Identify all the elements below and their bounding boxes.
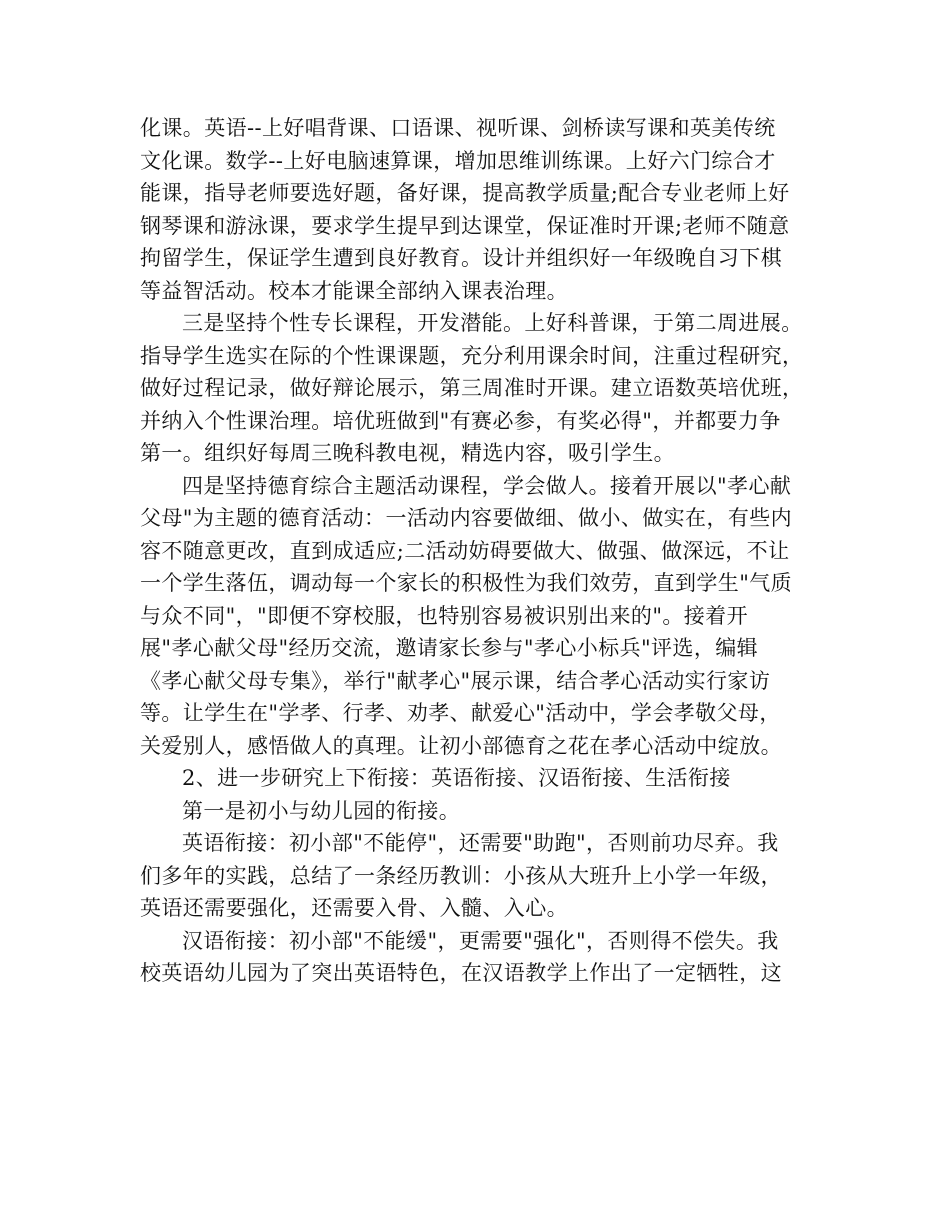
paragraph-first-line: 英语衔接：初小部"不能停"，还需要"助跑"，否则前功尽弃。我	[182, 831, 779, 855]
text-line: 与众不同"，"即便不穿校服，也特别容易被识别出来的"。接着开	[140, 603, 748, 628]
paragraph-first-line: 2、进一步研究上下衔接：英语衔接、汉语衔接、生活衔接	[182, 766, 731, 790]
text-line: 校英语幼儿园为了突出英语特色，在汉语教学上作出了一定牺牲，这	[140, 961, 782, 985]
text-line: 关爱别人，感悟做人的真理。让初小部德育之花在孝心活动中绽放。	[140, 733, 782, 758]
text-line: 能课，指导老师要选好题，备好课，提高教学质量;配合专业老师上好	[140, 181, 790, 205]
text-line: 钢琴课和游泳课，要求学生提早到达课堂，保证准时开课;老师不随意	[140, 213, 790, 238]
text-line: 拘留学生，保证学生遭到良好教育。设计并组织好一年级晚自习下棋	[140, 246, 782, 270]
text-line: 展"孝心献父母"经历交流，邀请家长参与"孝心小标兵"评选，编辑	[140, 636, 759, 660]
paragraph-first-line: 四是坚持德育综合主题活动课程，学会做人。接着开展以"孝心献	[182, 473, 792, 498]
text-line: 容不随意更改，直到成适应;二活动妨碍要做大、做强、做深远，不让	[140, 538, 790, 563]
text-line: 指导学生选实在际的个性课课题，充分利用课余时间，注重过程研究，	[140, 343, 804, 368]
text-line: 《孝心献父母专集》，举行"献孝心"展示课，结合孝心活动实行家访	[140, 668, 771, 693]
text-line: 等益智活动。校本才能课全部纳入课表治理。	[140, 278, 568, 303]
text-line: 父母"为主题的德育活动：一活动内容要做细、做小、做实在，有些内	[140, 506, 793, 530]
paragraph-first-line: 三是坚持个性专长课程，开发潜能。上好科普课，于第二周进展。	[182, 311, 803, 335]
text-line: 们多年的实践，总结了一条经历教训：小孩从大班升上小学一年级，	[140, 863, 782, 888]
text-line: 文化课。数学--上好电脑速算课，增加思维训练课。上好六门综合才	[140, 148, 776, 173]
text-line: 并纳入个性课治理。培优班做到"有赛必参，有奖必得"，并都要力争	[140, 408, 781, 433]
text-line: 化课。英语--上好唱背课、口语课、视听课、剑桥读写课和英美传统	[140, 116, 776, 140]
text-line: 一个学生落伍，调动每一个家长的积极性为我们效劳，直到学生"气质	[140, 571, 793, 595]
paragraph-first-line: 第一是初小与幼儿园的衔接。	[182, 798, 461, 823]
text-line: 英语还需要强化，还需要入骨、入髓、入心。	[140, 896, 568, 920]
paragraph-first-line: 汉语衔接：初小部"不能缓"，更需要"强化"，否则得不偿失。我	[182, 928, 779, 953]
text-line: 等。让学生在"学孝、行孝、劝孝、献爱心"活动中，学会孝敬父母，	[140, 701, 781, 725]
text-line: 做好过程记录，做好辩论展示，第三周准时开课。建立语数英培优班，	[140, 376, 804, 400]
text-line: 第一。组织好每周三晚科教电视，精选内容，吸引学生。	[140, 441, 675, 465]
document-body	[140, 112, 820, 990]
